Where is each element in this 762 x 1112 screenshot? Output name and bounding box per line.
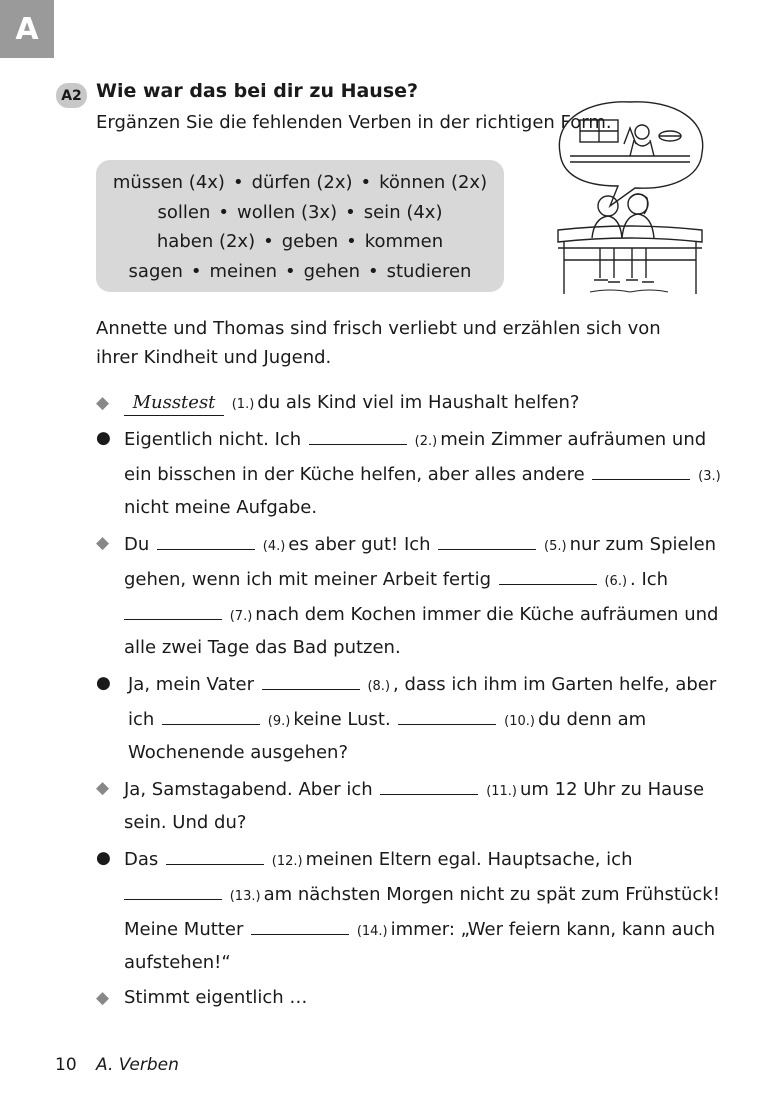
word-item: sollen bbox=[157, 201, 211, 223]
dialogue-line-18 bbox=[124, 986, 307, 1010]
word-item: gehen bbox=[303, 260, 360, 282]
dialogue-text: immer: „Wer feiern kann, kann auch bbox=[390, 919, 716, 940]
dialogue-text: es aber gut! Ich bbox=[288, 534, 431, 555]
dialogue-text: sein. Und du? bbox=[124, 812, 247, 833]
dialogue-line-5 bbox=[124, 531, 716, 559]
answer-blank-4[interactable] bbox=[157, 531, 255, 550]
section-tab: A bbox=[0, 0, 54, 58]
exercise-instruction: Ergänzen Sie die fehlenden Verben in der richtigen Form. bbox=[96, 112, 612, 133]
dialogue-text: ein bisschen in der Küche helfen, aber alles andere bbox=[124, 464, 585, 485]
blank-number: (10.) bbox=[504, 714, 535, 729]
dialogue-text: alle zwei Tage das Bad putzen. bbox=[124, 637, 401, 658]
word-item: sagen bbox=[128, 260, 183, 282]
dialogue-line-9 bbox=[128, 671, 716, 699]
word-box-line bbox=[96, 198, 504, 228]
exercise-badge: A2 bbox=[56, 83, 87, 108]
dialogue-line-6 bbox=[124, 566, 668, 594]
word-separator: • bbox=[284, 260, 296, 282]
blank-number: (12.) bbox=[271, 854, 303, 869]
answer-blank-5[interactable] bbox=[438, 531, 536, 550]
dialogue-line-17 bbox=[124, 951, 231, 975]
blank-number: (13.) bbox=[229, 889, 261, 904]
dialogue-text: ich bbox=[128, 709, 155, 730]
word-separator: • bbox=[368, 260, 379, 282]
blank-number: (11.) bbox=[486, 784, 518, 799]
dialogue-text: nach dem Kochen immer die Küche aufräumen und bbox=[255, 604, 719, 625]
answer-blank-14[interactable] bbox=[251, 916, 349, 935]
bullet-marker: ● bbox=[96, 848, 111, 868]
word-box-line bbox=[96, 227, 504, 257]
word-item: wollen (3x) bbox=[237, 201, 338, 223]
answer-blank-9[interactable] bbox=[162, 706, 260, 725]
answer-blank-6[interactable] bbox=[499, 566, 597, 585]
dialogue-text: am nächsten Morgen nicht zu spät zum Frühstück! bbox=[263, 884, 720, 905]
dialogue-text: Eigentlich nicht. Ich bbox=[124, 429, 302, 450]
word-item: müssen (4x) bbox=[112, 172, 225, 193]
blank-number: (14.) bbox=[356, 924, 388, 939]
dialogue-line-13 bbox=[124, 811, 246, 835]
word-separator: • bbox=[345, 201, 356, 223]
word-item: meinen bbox=[209, 260, 277, 282]
dialogue-text: Das bbox=[124, 849, 159, 870]
dialogue-text: aufstehen!“ bbox=[124, 952, 231, 973]
dialogue-text: Ja, mein Vater bbox=[128, 674, 254, 695]
blank-number: (5.) bbox=[544, 539, 567, 554]
dialogue-line-12 bbox=[124, 776, 704, 804]
bullet-marker: ● bbox=[96, 428, 111, 448]
word-box-line bbox=[96, 168, 504, 198]
word-item: können (2x) bbox=[379, 172, 488, 193]
answer-blank-7[interactable] bbox=[124, 601, 222, 620]
dialogue-text: Ja, Samstagabend. Aber ich bbox=[124, 779, 373, 800]
dialogue-line-15 bbox=[122, 881, 720, 909]
dialogue-line-10 bbox=[128, 706, 646, 734]
answer-blank-1[interactable]: Musstest bbox=[124, 391, 224, 416]
dialogue-line-14 bbox=[124, 846, 633, 874]
dialogue-text: Stimmt eigentlich … bbox=[124, 987, 308, 1008]
dialogue-text: mein Zimmer aufräumen und bbox=[440, 429, 707, 450]
dialogue-text: um 12 Uhr zu Hause bbox=[520, 779, 705, 800]
page-number: 10 bbox=[55, 1055, 77, 1075]
dialogue-line-8 bbox=[124, 636, 401, 660]
word-item: studieren bbox=[386, 260, 472, 282]
word-item: geben bbox=[281, 231, 339, 252]
blank-number: (3.) bbox=[698, 469, 721, 484]
blank-number: (4.) bbox=[262, 539, 286, 554]
intro-text: Annette und Thomas sind frisch verliebt und erzählen sich von ihrer Kindheit und Jugend. bbox=[96, 318, 661, 368]
dialogue-line-11 bbox=[128, 741, 348, 765]
dialogue-text: Meine Mutter bbox=[124, 919, 244, 940]
word-item: sein (4x) bbox=[363, 201, 443, 223]
blank-number: (2.) bbox=[414, 434, 438, 449]
diamond-marker: ◆ bbox=[96, 988, 110, 1008]
dialogue-text: , dass ich ihm im Garten helfe, aber bbox=[393, 674, 717, 695]
word-box bbox=[96, 160, 504, 292]
diamond-marker: ◆ bbox=[96, 533, 110, 553]
answer-blank-3[interactable] bbox=[592, 461, 690, 480]
dialogue-text: nur zum Spielen bbox=[569, 534, 717, 555]
dialogue-text: du als Kind viel im Haushalt helfen? bbox=[257, 392, 580, 413]
word-separator: • bbox=[360, 172, 372, 193]
word-separator: • bbox=[263, 231, 274, 252]
couple-on-bench-illustration bbox=[550, 98, 710, 303]
blank-number: (1.) bbox=[231, 397, 255, 412]
blank-number: (6.) bbox=[604, 574, 628, 589]
dialogue-line-1 bbox=[122, 391, 579, 417]
chapter-title: A. Verben bbox=[96, 1055, 179, 1075]
word-separator: • bbox=[190, 260, 202, 282]
answer-blank-10[interactable] bbox=[398, 706, 496, 725]
dialogue-text: keine Lust. bbox=[293, 709, 391, 730]
dialogue-text: . Ich bbox=[630, 569, 669, 590]
diamond-marker: ◆ bbox=[96, 778, 110, 798]
bullet-marker: ● bbox=[96, 673, 111, 693]
word-separator: • bbox=[346, 231, 357, 252]
word-separator: • bbox=[232, 172, 244, 193]
dialogue-text: gehen, wenn ich mit meiner Arbeit fertig bbox=[124, 569, 492, 590]
answer-blank-12[interactable] bbox=[166, 846, 264, 865]
blank-number: (7.) bbox=[229, 609, 253, 624]
dialogue-text: Du bbox=[124, 534, 150, 555]
word-item: haben (2x) bbox=[156, 231, 256, 252]
dialogue-line-7 bbox=[122, 601, 718, 629]
answer-blank-13[interactable] bbox=[124, 881, 222, 900]
exercise-title: Wie war das bei dir zu Hause? bbox=[96, 80, 419, 102]
word-item: dürfen (2x) bbox=[251, 172, 353, 193]
diamond-marker: ◆ bbox=[96, 393, 110, 413]
dialogue-text: nicht meine Aufgabe. bbox=[124, 497, 318, 518]
man-head bbox=[598, 196, 618, 216]
dialogue-line-3 bbox=[124, 461, 724, 489]
answer-blank-8[interactable] bbox=[262, 671, 360, 690]
bench-back bbox=[558, 226, 702, 242]
blank-number: (9.) bbox=[267, 714, 291, 729]
bubble-child-head bbox=[635, 125, 649, 139]
word-separator: • bbox=[218, 201, 230, 223]
dialogue-line-2 bbox=[124, 426, 706, 454]
answer-blank-2[interactable] bbox=[309, 426, 407, 445]
dialogue-line-16 bbox=[124, 916, 715, 944]
blank-number: (8.) bbox=[367, 679, 391, 694]
word-box-line bbox=[96, 257, 504, 287]
dialogue-text: Wochenende ausgehen? bbox=[128, 742, 349, 763]
answer-blank-11[interactable] bbox=[380, 776, 478, 795]
dialogue-text: du denn am bbox=[537, 709, 647, 730]
word-item: kommen bbox=[364, 231, 444, 252]
dialogue-text: meinen Eltern egal. Hauptsache, ich bbox=[305, 849, 633, 870]
dialogue-line-4 bbox=[124, 496, 317, 520]
